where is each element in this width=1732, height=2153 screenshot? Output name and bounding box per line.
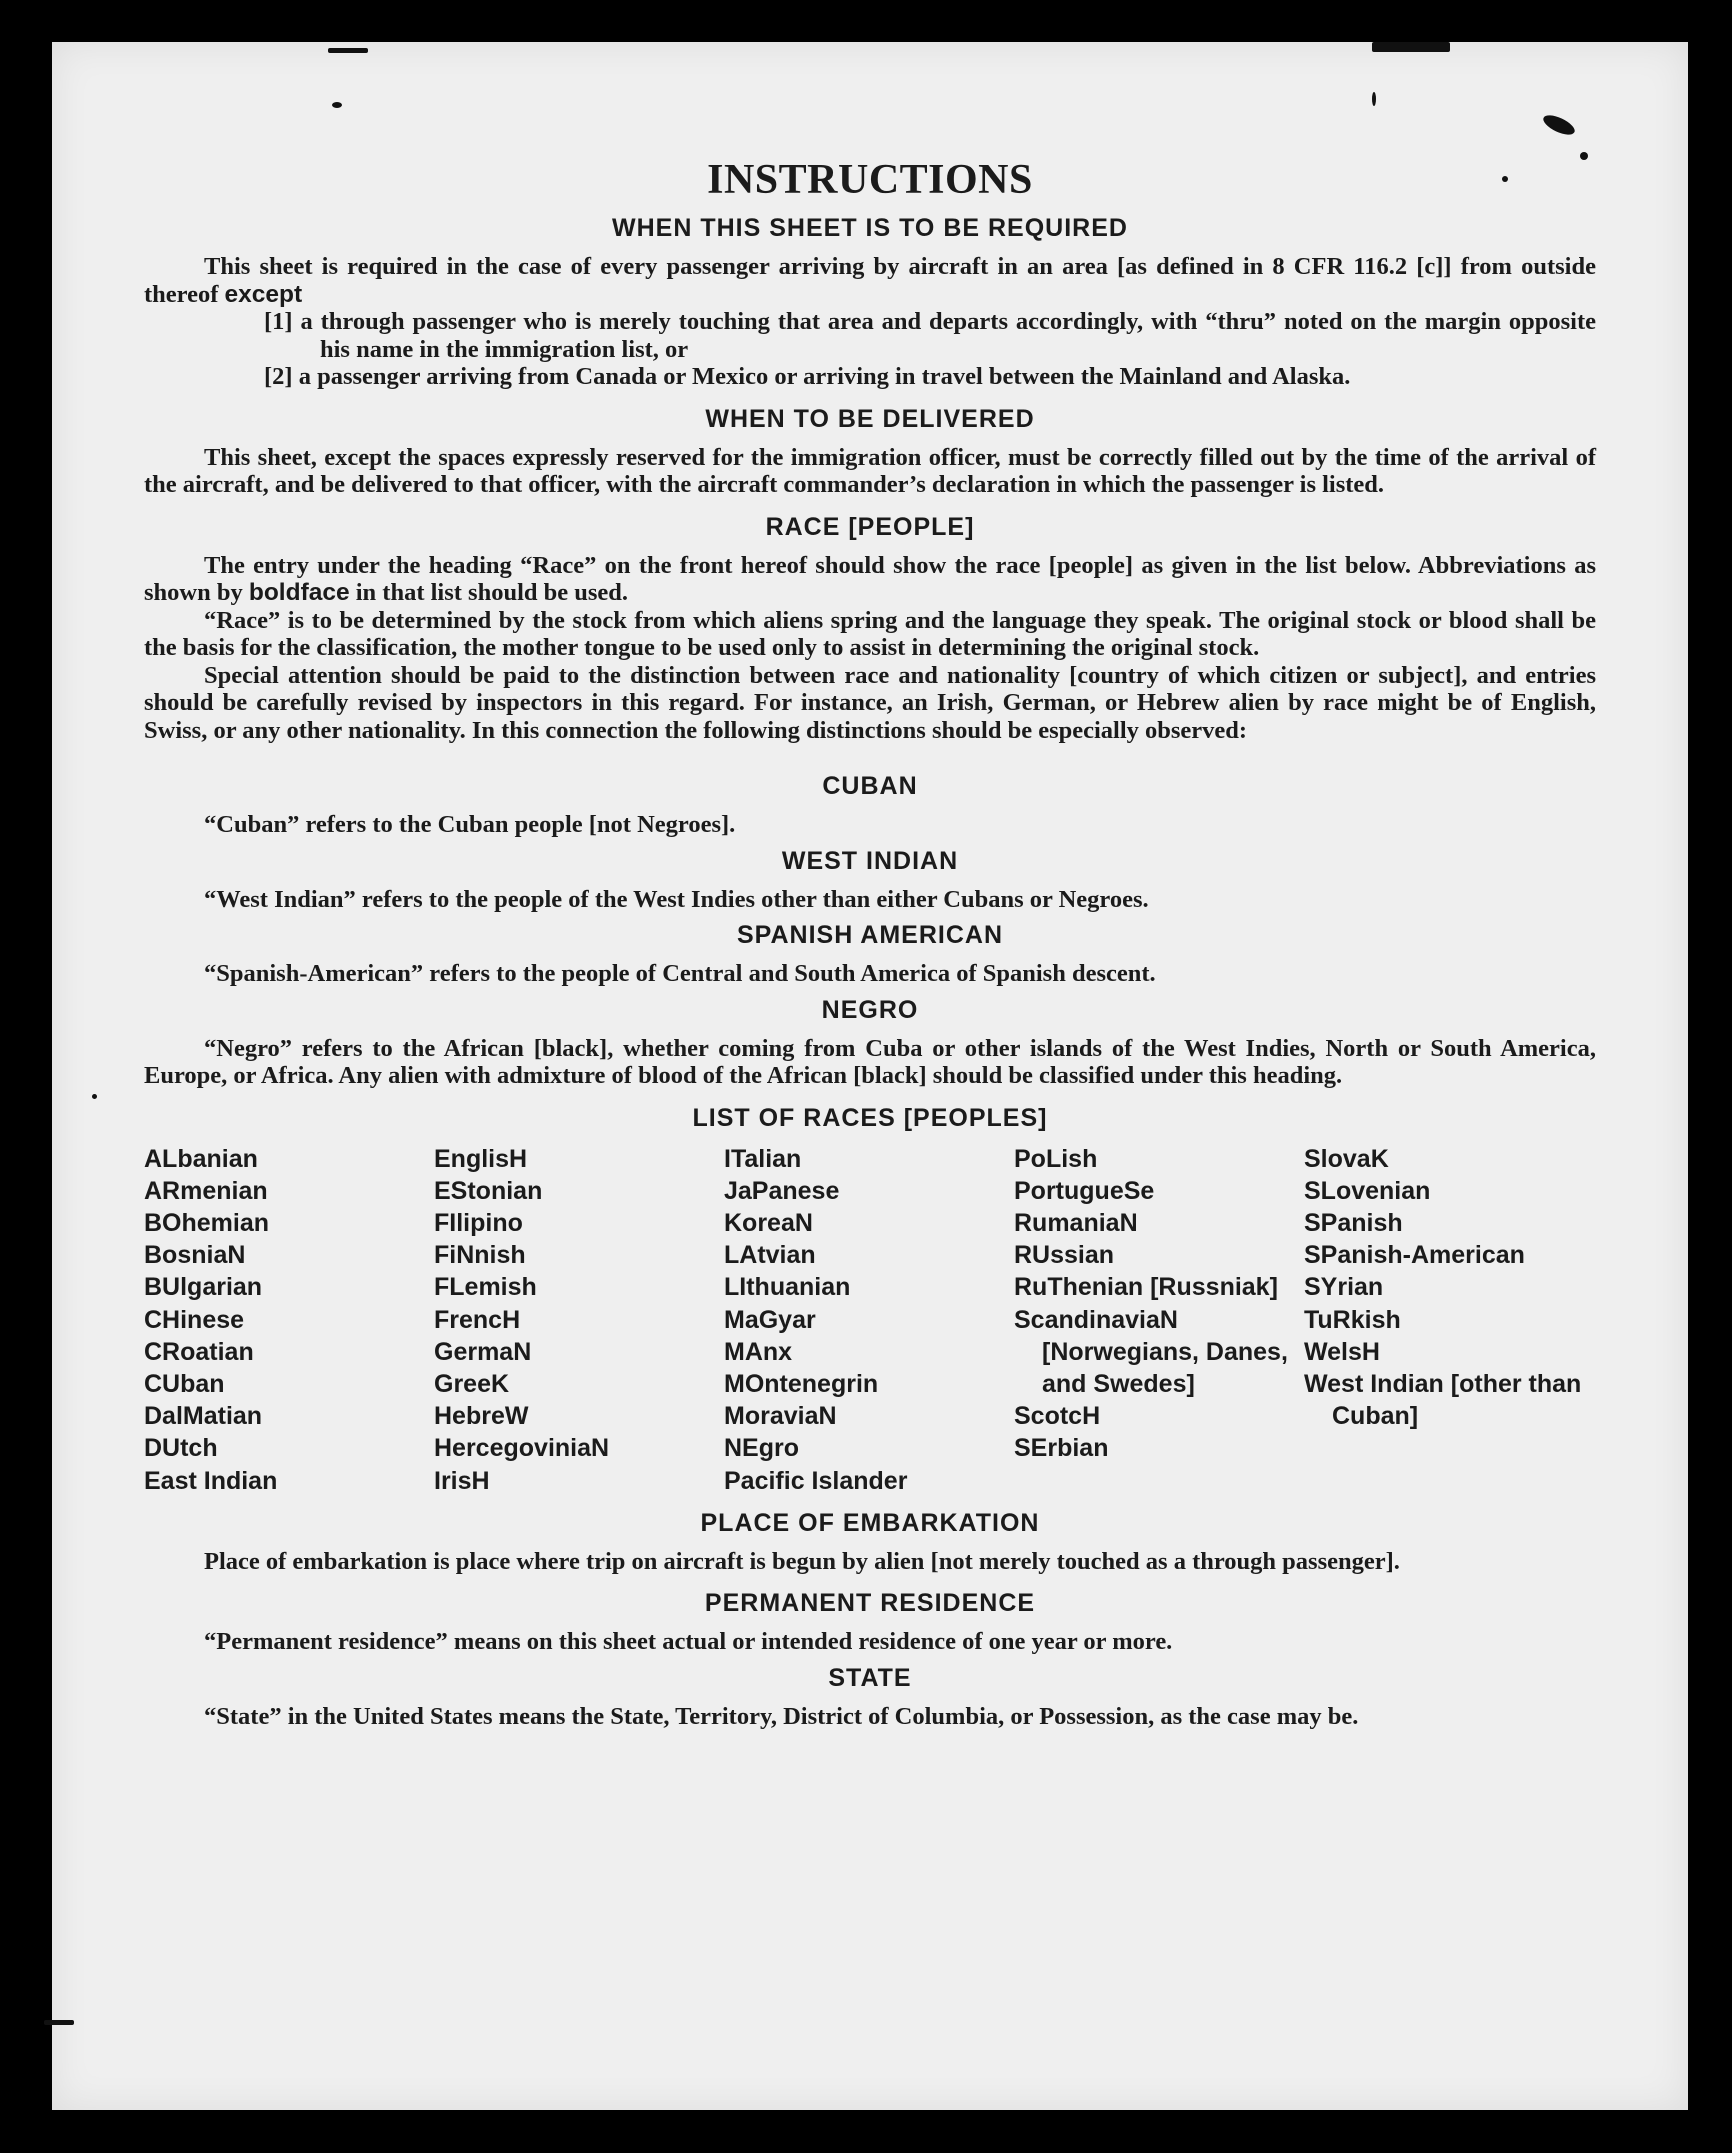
race-list-item: SlovaK: [1304, 1144, 1389, 1173]
section-heading-race-list: LIST OF RACES [PEOPLES]: [692, 1103, 1048, 1132]
race-list-item: SPanish-American: [1304, 1241, 1525, 1270]
race-list-item: BOhemian: [144, 1208, 270, 1237]
race-list-item: GreeK: [434, 1369, 510, 1398]
race-list-item: GermaN: [434, 1337, 532, 1366]
race-list-item: MaGyar: [724, 1305, 816, 1334]
race-list-item: FIlipino: [434, 1208, 523, 1237]
delivered-text: This sheet, except the spaces expressly reserved for the immigration officer, must be correctly filled out by the time of the arrival of the aircraft, and be delivered to that officer, with the aircraft commander’s declaration in which the passenger is listed.: [144, 443, 1596, 498]
race-paragraph-2: “Race” is to be determined by the stock from which aliens spring and the language they speak. The original stock or blood shall be the basis for the classification, the mother tongue to be used only to assist in determining the original stock.: [144, 606, 1596, 661]
scan-speck: [328, 48, 368, 53]
race-list-item: FrencH: [434, 1305, 521, 1334]
race-list-item: PoLish: [1014, 1144, 1098, 1173]
section-heading-negro: NEGRO: [821, 995, 919, 1024]
race-list-item: West Indian [other than Cuban]: [1304, 1369, 1582, 1431]
race-list-item: MOntenegrin: [724, 1369, 879, 1398]
race-list-item: SLovenian: [1304, 1176, 1431, 1205]
race-list-item: ScandinaviaN [Norwegians, Danes, and Swedes]: [1014, 1305, 1288, 1398]
required-exception-2: [2] a passenger arriving from Canada or Mexico or arriving in travel between the Mainland and Alaska.: [264, 363, 1351, 390]
race-list-item: JaPanese: [724, 1176, 840, 1205]
race-list-item: RuThenian [Russniak]: [1014, 1273, 1278, 1302]
race-list-item: MAnx: [724, 1337, 793, 1366]
race-list-item: WelsH: [1304, 1337, 1380, 1366]
section-heading-cuban: CUBAN: [822, 772, 918, 800]
state-text: “State” in the United States means the State, Territory, District of Columbia, or Possession, as the case may be.: [204, 1702, 1359, 1730]
scan-speck: [1541, 111, 1578, 138]
race-list-column-3: [724, 1143, 1014, 1497]
race-list-item: KoreaN: [724, 1208, 813, 1237]
required-intro: This sheet is required in the case of every passenger arriving by aircraft in an area [as defined in 8 CFR 116.2 [c]] from outside thereof except: [144, 253, 1596, 308]
race-list-item: MoraviaN: [724, 1402, 837, 1431]
race-list-item: SPanish: [1304, 1208, 1403, 1237]
race-list-column-4: [1014, 1143, 1304, 1497]
section-heading-spanish-american: SPANISH AMERICAN: [736, 921, 1003, 949]
race-list-item: BosniaN: [144, 1241, 246, 1270]
embarkation-text: Place of embarkation is place where trip on aircraft is begun by alien [not merely touched as a through passenger].: [204, 1547, 1400, 1575]
race-list-item: HercegoviniaN: [434, 1434, 610, 1463]
race-list-item: ARmenian: [144, 1176, 268, 1205]
scan-speck: [1372, 42, 1450, 52]
race-list-item: FLemish: [434, 1273, 537, 1302]
race-list-item: PortugueSe: [1014, 1176, 1155, 1205]
race-list-item: East Indian: [144, 1466, 278, 1495]
race-list-item: CHinese: [144, 1305, 245, 1334]
spanish-american-text: “Spanish-American” refers to the people of Central and South America of Spanish descent.: [204, 960, 1156, 987]
negro-text: “Negro” refers to the African [black], whether coming from Cuba or other islands of the West Indies, North or South America, Europe, or Africa. Any alien with admixture of blood of the African [black] should be classified under this heading.: [144, 1034, 1596, 1089]
west-indian-text: “West Indian” refers to the people of the West Indies other than either Cubans or Negroes.: [204, 885, 1149, 913]
race-list-column-2: [434, 1143, 724, 1497]
race-list-item: SYrian: [1304, 1273, 1384, 1302]
race-list-item: EnglisH: [434, 1144, 528, 1173]
race-list-item: LIthuanian: [724, 1273, 851, 1302]
race-paragraph-3: Special attention should be paid to the distinction between race and nationality [country of which citizen or subject], and entries should be carefully revised by inspectors in this regard. For instance, an Irish, German, or Hebrew alien by race might be of English, Swiss, or any other nationality. In this connection the following distinctions should be especially observed:: [144, 661, 1596, 744]
page-title: INSTRUCTIONS: [707, 157, 1033, 203]
race-list-item: CUban: [144, 1369, 225, 1398]
race-paragraph-1: The entry under the heading “Race” on the front hereof should show the race [people] as given in the list below. Abbreviations as shown by boldface in that list should be used.: [144, 551, 1596, 606]
section-heading-delivered: WHEN TO BE DELIVERED: [705, 404, 1035, 433]
race-list-item: EStonian: [434, 1176, 543, 1205]
scan-speck: [332, 102, 342, 108]
race-list-item: SErbian: [1014, 1434, 1109, 1463]
scan-speck: [1372, 92, 1376, 106]
section-heading-race: RACE [PEOPLE]: [765, 512, 975, 541]
document-page: [52, 42, 1688, 2110]
race-list-item: HebreW: [434, 1402, 529, 1431]
race-list-column-1: [144, 1143, 434, 1497]
section-heading-residence: PERMANENT RESIDENCE: [704, 1589, 1036, 1618]
race-list: [144, 1143, 1596, 1497]
race-list-item: ITalian: [724, 1144, 802, 1173]
race-list-item: ScotcH: [1014, 1402, 1101, 1431]
race-list-item: ALbanian: [144, 1144, 258, 1173]
race-list-item: BUlgarian: [144, 1273, 263, 1302]
race-list-item: NEgro: [724, 1434, 799, 1463]
required-exception-1: [1] a through passenger who is merely touching that area and departs accordingly, with “thru” noted on the margin opposite his name in the immigration list, or: [264, 308, 1596, 363]
race-list-item: DalMatian: [144, 1402, 263, 1431]
cuban-text: “Cuban” refers to the Cuban people [not Negroes].: [204, 811, 736, 838]
race-list-item: IrisH: [434, 1466, 490, 1495]
scan-speck: [92, 1094, 97, 1099]
race-list-item: Pacific Islander: [724, 1466, 908, 1495]
race-list-item: TuRkish: [1304, 1305, 1401, 1334]
section-heading-embarkation: PLACE OF EMBARKATION: [700, 1508, 1040, 1537]
race-list-item: CRoatian: [144, 1337, 254, 1366]
race-list-item: RumaniaN: [1014, 1208, 1138, 1237]
race-list-item: RUssian: [1014, 1241, 1115, 1270]
residence-text: “Permanent residence” means on this sheet actual or intended residence of one year or more.: [204, 1628, 1173, 1656]
scan-speck: [44, 2020, 74, 2025]
section-heading-west-indian: WEST INDIAN: [781, 846, 959, 875]
section-heading-state: STATE: [828, 1663, 912, 1692]
race-list-item: DUtch: [144, 1434, 218, 1463]
race-list-column-5: [1304, 1143, 1594, 1497]
race-list-item: FiNnish: [434, 1241, 526, 1270]
section-heading-required: WHEN THIS SHEET IS TO BE REQUIRED: [612, 214, 1128, 242]
race-list-item: LAtvian: [724, 1241, 816, 1270]
instructions-content: [144, 154, 1596, 1730]
